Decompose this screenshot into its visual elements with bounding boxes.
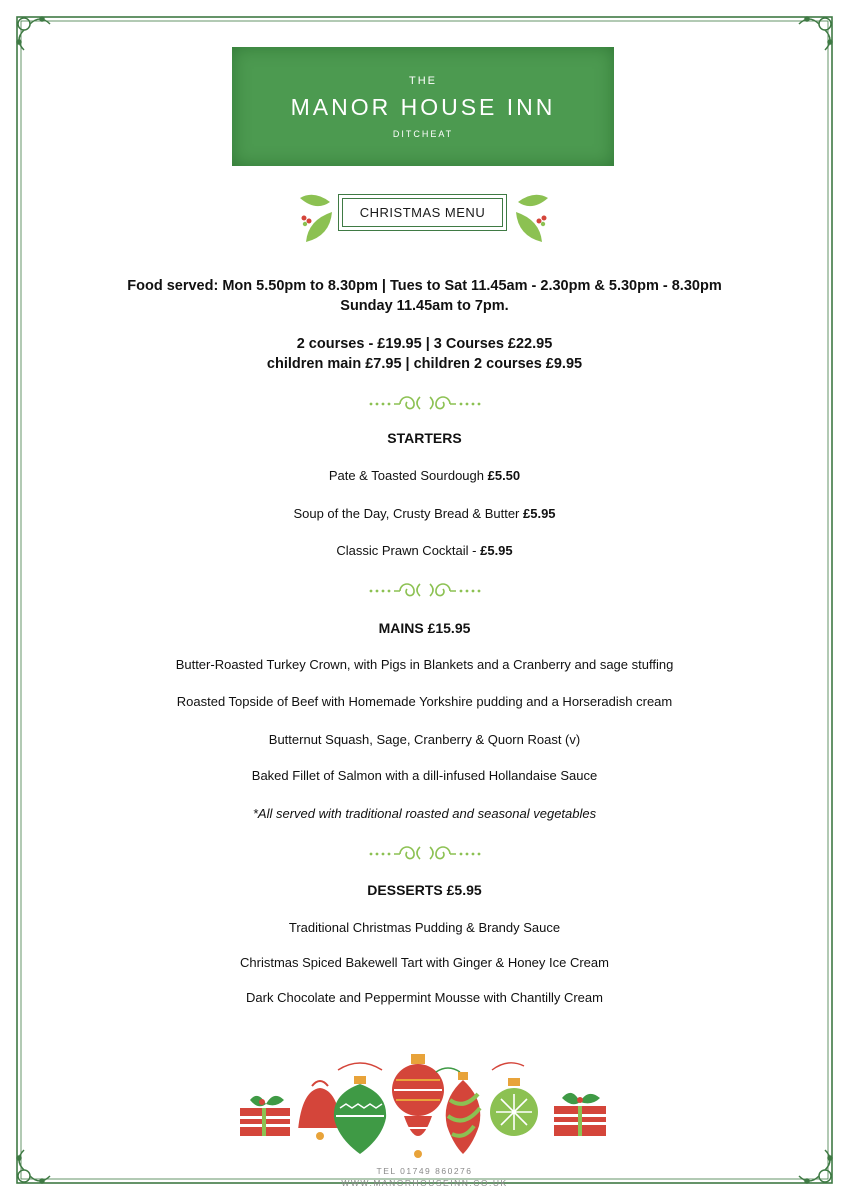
corner-ornament-tl <box>17 17 50 50</box>
bauble-icon <box>392 1054 444 1158</box>
christmas-baubles-illustration <box>236 1050 612 1162</box>
opening-hours <box>0 276 849 316</box>
gift-icon <box>554 1093 606 1136</box>
bauble-icon <box>436 1068 480 1154</box>
brand-the: THE <box>409 75 437 87</box>
main-item: Butternut Squash, Sage, Cranberry & Quorn Roast (v) <box>268 732 581 747</box>
item-name: Pate & Toasted Sourdough <box>328 468 488 483</box>
item-name: Classic Prawn Cocktail - <box>336 543 481 558</box>
bauble-icon <box>334 1063 386 1154</box>
prices-line-2: children main £7.95 | children 2 courses £9.95 <box>266 356 583 372</box>
brand-name: MANOR HOUSE INN <box>290 94 556 120</box>
hours-line-2: Sunday 11.45am to 7pm. <box>340 298 509 314</box>
dessert-item: Christmas Spiced Bakewell Tart with Ginger & Honey Ice Cream <box>240 955 609 970</box>
hours-line-1: Food served: Mon 5.50pm to 8.30pm | Tues to Sat 11.45am - 2.30pm & 5.30pm - 8.30pm <box>127 278 722 294</box>
dessert-item: Traditional Christmas Pudding & Brandy Sauce <box>288 920 561 935</box>
menu-title: CHRISTMAS MENU <box>342 198 503 227</box>
flourish-divider <box>368 845 482 863</box>
desserts-heading: DESSERTS £5.95 <box>367 882 482 898</box>
starter-item <box>0 506 849 521</box>
starter-item <box>0 543 849 558</box>
starter-item <box>0 468 849 483</box>
corner-ornament-tr <box>799 17 832 50</box>
footer-telephone: TEL 01749 860276 <box>376 1166 473 1176</box>
dessert-item: Dark Chocolate and Peppermint Mousse with Chantilly Cream <box>246 990 603 1005</box>
menu-title-box <box>338 194 507 231</box>
item-price: £5.95 <box>523 506 556 521</box>
main-item: Baked Fillet of Salmon with a dill-infused Hollandaise Sauce <box>251 768 598 783</box>
mains-heading: MAINS £15.95 <box>378 620 471 636</box>
mains-note: *All served with traditional roasted and seasonal vegetables <box>252 806 597 821</box>
brand-banner <box>232 47 614 166</box>
main-item: Butter-Roasted Turkey Crown, with Pigs in Blankets and a Cranberry and sage stuffing <box>175 657 674 672</box>
main-item: Roasted Topside of Beef with Homemade Yorkshire pudding and a Horseradish cream <box>176 694 673 709</box>
prices-line-1: 2 courses - £19.95 | 3 Courses £22.95 <box>296 336 553 352</box>
holly-icon <box>296 188 336 246</box>
starters-heading: STARTERS <box>387 430 462 446</box>
item-price: £5.95 <box>480 543 513 558</box>
item-name: Soup of the Day, Crusty Bread & Butter <box>293 506 523 521</box>
item-price: £5.50 <box>487 468 521 483</box>
brand-location: DITCHEAT <box>392 129 454 139</box>
course-prices <box>0 334 849 374</box>
holly-icon <box>512 188 552 246</box>
flourish-divider <box>368 395 482 413</box>
flourish-divider <box>368 582 482 600</box>
footer-website[interactable]: WWW.MANORHOUSEINN.CO.UK <box>341 1178 508 1188</box>
gift-icon <box>240 1096 290 1136</box>
bauble-icon <box>490 1063 538 1136</box>
